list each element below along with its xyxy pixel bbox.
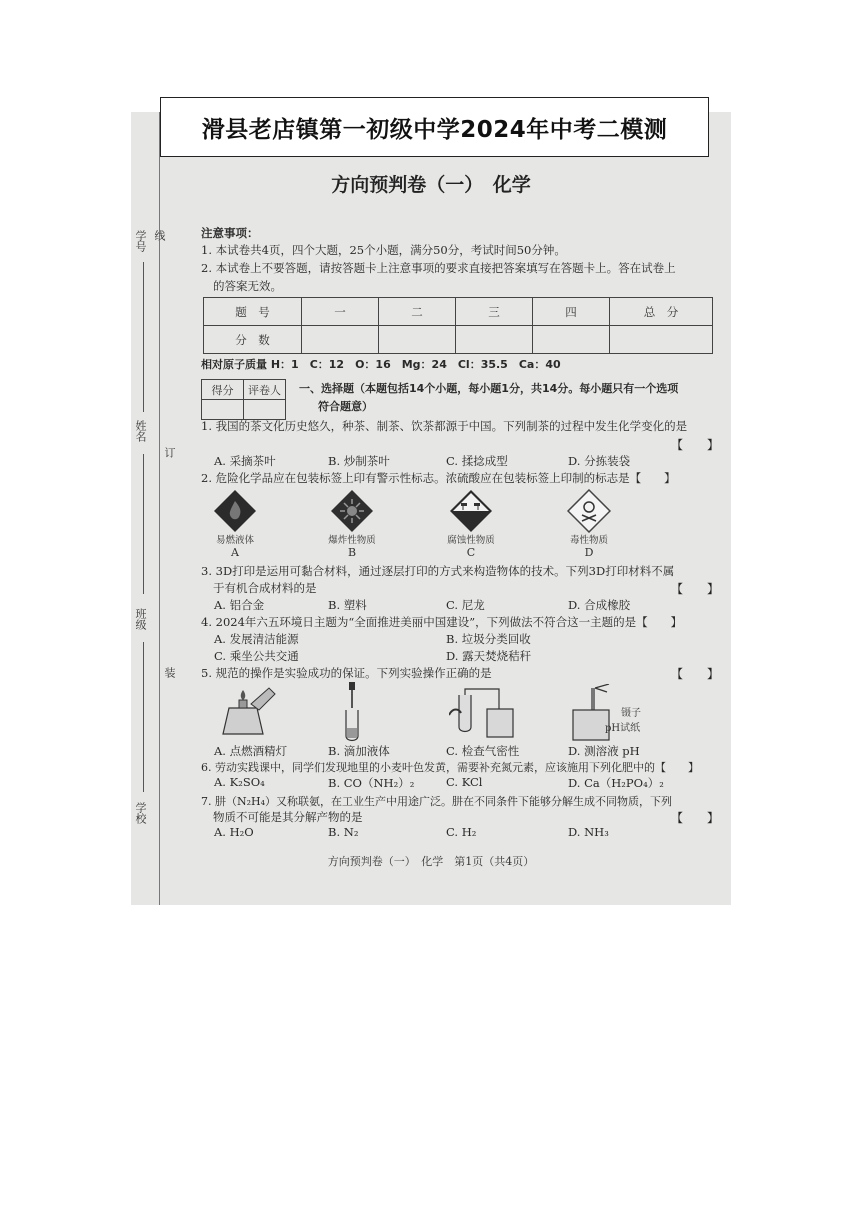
margin-label-school: 学校	[134, 802, 147, 824]
dropper-test-tube-icon	[342, 682, 362, 744]
q2-caption-b: 爆炸性物质	[328, 535, 376, 546]
score-header-total: 总 分	[610, 298, 713, 326]
airtightness-check-icon	[449, 687, 519, 742]
margin-label-bind: 装	[163, 667, 176, 678]
score-table	[203, 297, 713, 354]
q5-option-c: C. 检查气密性	[446, 744, 520, 758]
q7-option-d: D. NH₃	[568, 825, 609, 839]
corrosive-icon	[449, 489, 493, 533]
q6-option-c: C. KCl	[446, 775, 483, 789]
q1-option-a: A. 采摘茶叶	[214, 454, 276, 468]
q5-option-b: B. 滴加液体	[328, 744, 390, 758]
note-2: 2. 本试卷上不要答题，请按答题卡上注意事项的要求直接把答案填写在答题卡上。答在试卷上	[201, 261, 676, 275]
toxic-icon	[567, 489, 611, 533]
margin-label-staple: 订	[163, 447, 176, 458]
margin-underline-3	[143, 642, 144, 792]
q5-label-ph-paper: pH试纸	[605, 723, 641, 734]
score-header-4: 四	[533, 298, 610, 326]
score-cell	[302, 326, 379, 354]
q5-option-a: A. 点燃酒精灯	[214, 744, 288, 758]
q7-option-c: C. H₂	[446, 825, 477, 839]
banner-title-box	[160, 97, 709, 157]
q2-caption-c: 腐蚀性物质	[447, 535, 495, 546]
section1-heading: 一、选择题（本题包括14个小题，每小题1分，共14分。每小题只有一个选项	[299, 382, 679, 395]
q1-bracket: 【 】	[671, 438, 720, 452]
page-footer: 方向预判卷（一） 化学 第1页（共4页）	[327, 855, 535, 868]
q7-option-a: A. H₂O	[214, 825, 254, 839]
q3-option-d: D. 合成橡胶	[568, 598, 631, 612]
margin-label-line: 线	[153, 230, 166, 241]
grader-cell	[244, 400, 286, 420]
q5-bracket: 【 】	[671, 667, 720, 681]
q6-option-d: D. Ca（H₂PO₄）₂	[568, 776, 664, 790]
q2-letter-a: A	[231, 546, 239, 559]
score-header-number: 题 号	[204, 298, 302, 326]
score-header-1: 一	[302, 298, 379, 326]
q3-option-b: B. 塑料	[328, 598, 367, 612]
q4-option-a: A. 发展清洁能源	[214, 632, 299, 646]
q3-stem-cont: 于有机合成材料的是	[213, 581, 317, 595]
q5-stem: 5. 规范的操作是实验成功的保证。下列实验操作正确的是	[201, 666, 492, 680]
margin-underline-1	[143, 262, 144, 412]
q7-stem: 7. 肼（N₂H₄）又称联氨，在工业生产中用途广泛。肼在不同条件下能够分解生成不同物质，下列	[201, 795, 673, 808]
q1-stem: 1. 我国的茶文化历史悠久，种茶、制茶、饮茶都源于中国。下列制茶的过程中发生化学变化的是	[201, 419, 688, 433]
margin-label-student-id: 学号	[134, 230, 147, 252]
q4-option-b: B. 垃圾分类回收	[446, 632, 531, 646]
notes-heading: 注意事项：	[201, 226, 259, 240]
q1-option-c: C. 揉捻成型	[446, 454, 508, 468]
flammable-liquid-icon	[213, 489, 257, 533]
note-2-cont: 的答案无效。	[213, 279, 282, 293]
margin-label-class: 班级	[134, 608, 147, 630]
q6-stem: 6. 劳动实践课中，同学们发现地里的小麦叶色发黄，需要补充氮元素，应该施用下列化肥中的【 】	[201, 761, 699, 774]
grader-cell	[202, 400, 244, 420]
q2-stem: 2. 危险化学品应在包装标签上印有警示性标志。浓硫酸应在包装标签上印制的标志是【 】	[201, 471, 676, 485]
q5-label-tweezers: 镊子	[621, 708, 641, 719]
q1-option-d: D. 分拣装袋	[568, 454, 631, 468]
q6-option-b: B. CO（NH₂）₂	[328, 776, 415, 790]
score-cell	[379, 326, 456, 354]
q2-letter-b: B	[347, 546, 357, 559]
q3-option-a: A. 铝合金	[214, 598, 265, 612]
q4-option-c: C. 乘坐公共交通	[214, 649, 299, 663]
q3-option-c: C. 尼龙	[446, 598, 485, 612]
section1-heading-cont: 符合题意）	[318, 400, 373, 413]
q7-stem-cont: 物质不可能是其分解产物的是	[213, 810, 363, 824]
q2-caption-d: 毒性物质	[569, 535, 608, 546]
alcohol-lamp-icon	[217, 684, 279, 740]
score-header-2: 二	[379, 298, 456, 326]
q5-option-d: D. 测溶液 pH	[568, 744, 640, 758]
score-cell	[533, 326, 610, 354]
q7-option-b: B. N₂	[328, 825, 359, 839]
margin-label-name: 姓名	[134, 420, 147, 442]
q6-option-a: A. K₂SO₄	[214, 775, 265, 789]
q2-letter-c: C	[466, 546, 476, 559]
margin-underline-2	[143, 454, 144, 594]
score-cell	[456, 326, 533, 354]
score-row-label: 分 数	[204, 326, 302, 354]
q3-stem: 3. 3D打印是运用可黏合材料，通过逐层打印的方式来构造物体的技术。下列3D打印材料不属	[201, 564, 675, 578]
q1-option-b: B. 炒制茶叶	[328, 454, 390, 468]
grader-score-label: 得分	[202, 380, 244, 400]
grader-table	[201, 379, 286, 420]
q2-caption-a: 易燃液体	[215, 535, 254, 546]
score-header-3: 三	[456, 298, 533, 326]
q7-bracket: 【 】	[671, 811, 720, 825]
q4-stem: 4. 2024年六五环境日主题为“全面推进美丽中国建设”，下列做法不符合这一主题的是【 】	[201, 615, 683, 629]
grader-name-label: 评卷人	[244, 380, 286, 400]
explosive-icon	[330, 489, 374, 533]
q2-letter-d: D	[584, 546, 594, 559]
atomic-mass-line: 相对原子质量 H：1 C：12 O：16 Mg：24 Cl：35.5 Ca：40	[201, 358, 561, 371]
scanned-exam-page	[131, 112, 731, 905]
note-1: 1. 本试卷共4页，四个大题，25个小题，满分50分，考试时间50分钟。	[201, 243, 566, 257]
banner-title: 滑县老店镇第一初级中学2024年中考二模测	[201, 116, 668, 143]
q3-bracket: 【 】	[671, 582, 720, 596]
score-cell	[610, 326, 713, 354]
q4-option-d: D. 露天焚烧秸秆	[446, 649, 532, 663]
paper-title: 方向预判卷（一） 化学	[331, 174, 531, 196]
